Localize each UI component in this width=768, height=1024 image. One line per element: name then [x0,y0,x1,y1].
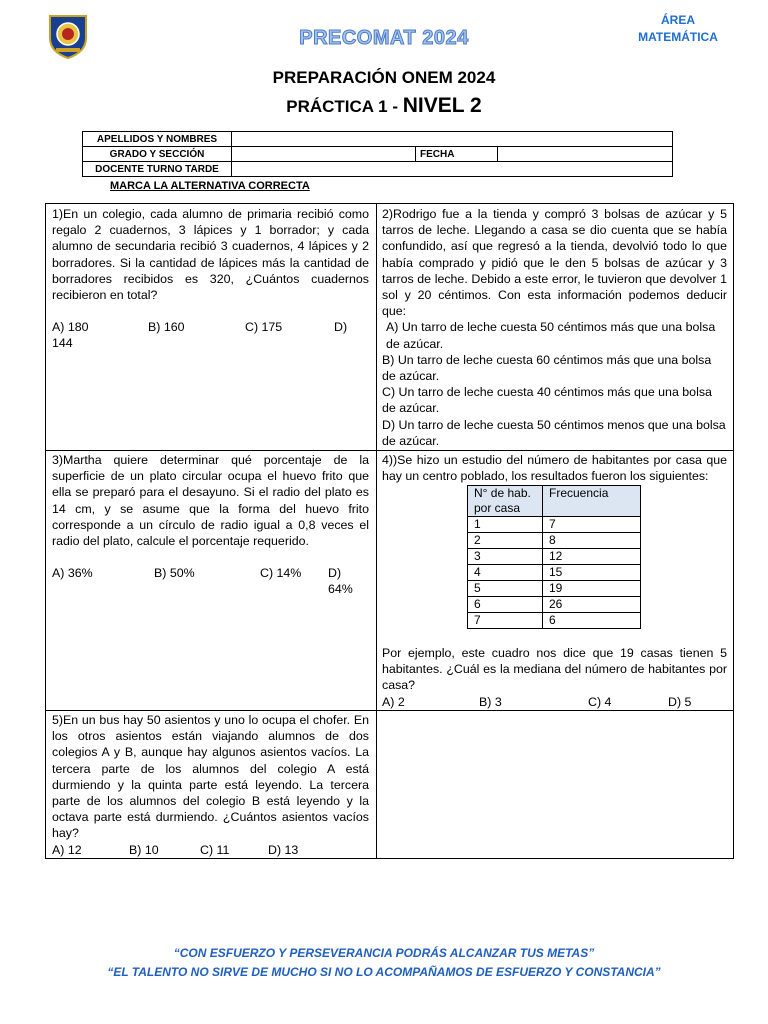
q2-option-c[interactable]: C) Un tarro de leche cuesta 40 céntimos más que una bolsa de azúcar. [382,385,712,416]
table-row [468,613,641,629]
page-title: PREPARACIÓN ONEM 2024 [272,68,496,87]
question-1 [52,206,369,351]
table-row [468,581,641,597]
question-4-text: 4))Se hizo un estudio del número de habitantes por casa que hay un centro poblado, los resultados fueron los siguientes: [382,453,727,484]
question-3-text: 3)Martha quiere determinar qué porcentaje de la superficie de un plato circular ocupa el huevo frito que ella se preparó para el desayuno. Si el radio del plato es 14 cm, y se asume que la forma del huevo frito corresponde a un círculo de radio igual a 0,8 veces el radio del plato, calcule el porcentaje requerido. [52,453,369,549]
instruction: MARCA LA ALTERNATIVA CORRECTA [110,180,310,192]
page-subtitle [0,94,768,118]
q5-option-c[interactable]: C) 11 [200,842,230,857]
question-3 [52,452,369,597]
fecha-field[interactable] [498,147,673,162]
frequency-table [467,485,641,629]
grado-label: GRADO Y SECCIÓN [83,147,232,162]
freq-hab: 1 [468,517,543,533]
q1-option-d[interactable]: D) [334,320,348,335]
q4-option-a[interactable]: A) 2 [382,694,405,709]
fecha-label: FECHA [416,147,498,162]
freq-value: 8 [543,533,641,549]
q4-option-c[interactable]: C) 4 [588,694,612,709]
footer-motto-1: “CON ESFUERZO Y PERSEVERANCIA PODRÁS ALCANZAR TUS METAS” [173,946,595,960]
student-info-table [82,131,673,177]
q1-option-d-value: 144 [52,336,73,351]
q3-option-b[interactable]: B) 50% [154,566,195,581]
grid-row-divider-2 [46,710,733,711]
grado-field[interactable] [232,147,416,162]
freq-value: 19 [543,581,641,597]
question-5-text: 5)En un bus hay 50 asientos y uno lo ocupa el chofer. En los otros asientos están viajando alumnos de dos colegios A y B, aunque hay algunos asientos vacíos. La tercera parte de los alumnos del colegio A está durmiendo y la quinta parte está leyendo. La tercera parte de los alumnos del colegio B está leyendo y la octava parte está durmiendo. ¿Cuántos asientos vacíos hay? [52,713,369,841]
grid-row-divider-1 [46,450,733,451]
freq-value: 6 [543,613,641,629]
q5-option-d[interactable]: D) 13 [268,842,299,857]
freq-value: 12 [543,549,641,565]
table-row [468,597,641,613]
question-4 [382,452,727,484]
question-2 [382,206,727,449]
freq-value: 26 [543,597,641,613]
q1-option-c[interactable]: C) 175 [245,320,283,335]
docente-field[interactable] [232,162,673,177]
table-row [468,517,641,533]
q5-option-b[interactable]: B) 10 [129,842,159,857]
q2-option-b[interactable]: B) Un tarro de leche cuesta 60 céntimos más que una bolsa de azúcar. [382,352,712,384]
freq-hab: 3 [468,549,543,565]
table-row [468,549,641,565]
question-2-text: 2)Rodrigo fue a la tienda y compró 3 bolsas de azúcar y 5 tarros de leche. Llegando a casa se dio cuenta que se había confundido, así que regresó a la tienda, devolvió todo lo que había comprado y pidió que le den 5 bolsas de azúcar y 3 tarros de leche. Debido a este error, le tuvieron que devolver 1 sol y 20 céntimos. Con esta información podemos deducir que: [382,207,727,319]
area-label [618,12,738,46]
freq-hab: 4 [468,565,543,581]
subtitle-prefix: PRÁCTICA 1 - [286,97,403,116]
q2-option-a[interactable]: A) Un tarro de leche cuesta 50 céntimos más que una bolsa de azúcar. [386,320,716,351]
freq-hab: 5 [468,581,543,597]
grid-vertical-divider [376,204,377,858]
freq-header-frecuencia: Frecuencia [543,486,641,517]
area-line-2: MATEMÁTICA [638,30,718,44]
table-row [468,533,641,549]
question-5 [52,712,369,858]
table-row [468,565,641,581]
docente-label: DOCENTE TURNO TARDE [83,162,232,177]
freq-value: 15 [543,565,641,581]
q1-option-a[interactable]: A) 180 [52,320,89,335]
footer-motto-2: “EL TALENTO NO SIRVE DE MUCHO SI NO LO ACOMPAÑAMOS DE ESFUERZO Y CONSTANCIA” [107,965,661,979]
q4-option-d[interactable]: D) 5 [668,694,692,709]
area-line-1: ÁREA [660,13,695,27]
q3-option-c[interactable]: C) 14% [260,566,302,581]
freq-hab: 6 [468,597,543,613]
freq-hab: 7 [468,613,543,629]
question-4-tail [382,645,727,710]
questions-grid [45,203,734,859]
q2-option-d[interactable]: D) Un tarro de leche cuesta 50 céntimos menos que una bolsa de azúcar. [382,417,726,448]
q4-option-b[interactable]: B) 3 [479,694,502,709]
freq-hab: 2 [468,533,543,549]
apellidos-label: APELLIDOS Y NOMBRES [83,132,232,147]
freq-header-hab: N° de hab. por casa [468,486,543,517]
q5-option-a[interactable]: A) 12 [52,842,82,857]
question-4-after-text: Por ejemplo, este cuadro nos dice que 19 casas tienen 5 habitantes. ¿Cuál es la mediana del número de habitantes por casa? [382,646,727,693]
q3-option-d[interactable]: D) 64% [328,566,353,597]
question-1-text: 1)En un colegio, cada alumno de primaria recibió como regalo 2 cuadernos, 3 lápices y 1 borrador; y cada alumno de secundaria recibió 3 cuadernos, 4 lápices y 2 borradores. Si la cantidad de lápices más la cantidad de borradores recibidos es 320, ¿Cuántos cuadernos recibieron en total? [52,207,369,303]
freq-value: 7 [543,517,641,533]
q1-option-b[interactable]: B) 160 [148,320,185,335]
brand-title: PRECOMAT 2024 [299,27,469,49]
q3-option-a[interactable]: A) 36% [52,566,93,581]
subtitle-level: NIVEL 2 [402,94,482,117]
apellidos-field[interactable] [232,132,673,147]
